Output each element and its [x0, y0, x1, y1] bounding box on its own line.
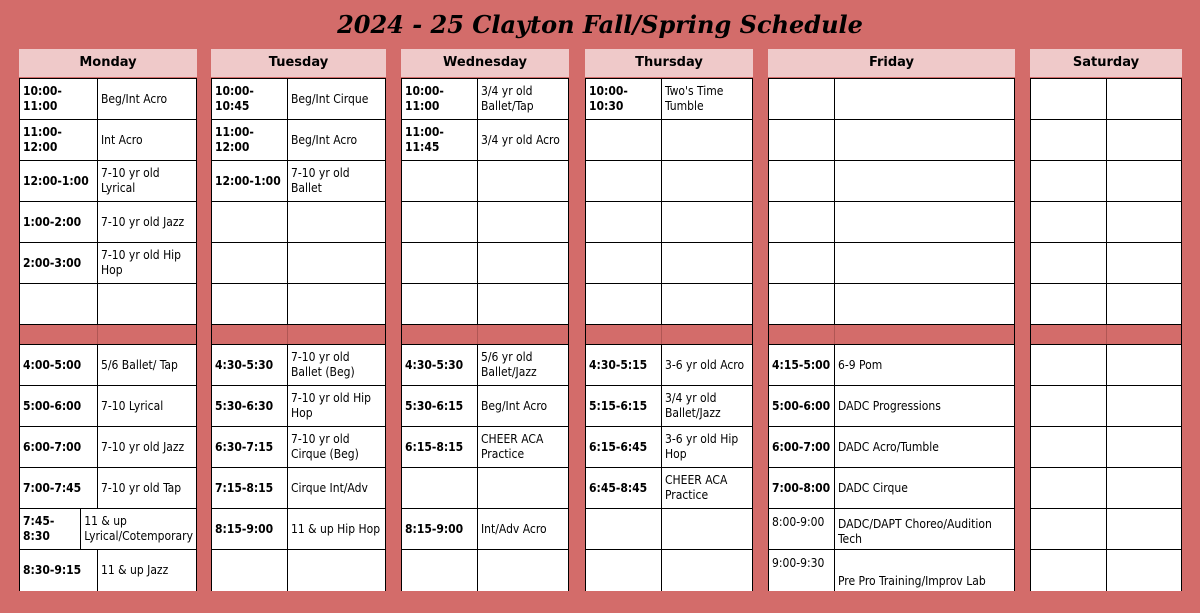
- time-cell: 10:00-10:30: [586, 79, 662, 119]
- table-row: [402, 284, 568, 325]
- time-cell: 4:30-5:15: [586, 345, 662, 385]
- time-cell: [769, 161, 835, 201]
- table-row: [20, 202, 196, 243]
- lunch-break-divider: [769, 325, 1014, 345]
- table-row: [212, 79, 385, 120]
- time-cell: [1031, 79, 1107, 119]
- table-row: [769, 284, 1014, 325]
- class-cell: 7-10 yr old Ballet (Beg): [291, 350, 355, 379]
- time-cell: 9:00-9:30: [769, 550, 835, 591]
- table-row: [212, 345, 385, 386]
- time-cell: [1031, 427, 1107, 467]
- class-cell: 7-10 yr old Hip Hop: [291, 391, 372, 420]
- time-cell: [1031, 120, 1107, 160]
- table-row: [586, 468, 752, 509]
- time-cell: [212, 550, 288, 591]
- time-cell: [769, 284, 835, 324]
- time-cell: 10:00-11:00: [402, 79, 478, 119]
- class-cell: 7-10 yr old Hip Hop: [101, 248, 182, 277]
- time-cell: 10:00-11:00: [20, 79, 98, 119]
- class-cell: 3-6 yr old Acro: [665, 357, 745, 372]
- class-cell: [478, 243, 568, 283]
- table-row: [212, 202, 385, 243]
- time-cell: [1031, 345, 1107, 385]
- table-row: [20, 120, 196, 161]
- time-cell: 5:00-6:00: [20, 386, 98, 426]
- time-cell: [402, 243, 478, 283]
- time-cell: [1031, 509, 1107, 549]
- time-cell: 6:15-8:15: [402, 427, 478, 467]
- class-cell: Int Acro: [101, 132, 143, 147]
- class-cell: Beg/Int Acro: [291, 132, 358, 147]
- time-cell: [212, 284, 288, 324]
- class-cell: [662, 202, 752, 242]
- class-cell: [1107, 79, 1181, 119]
- divider-cell: [586, 325, 662, 344]
- divider-cell: [1107, 325, 1181, 344]
- time-cell: [1031, 550, 1107, 591]
- class-cell: 3/4 yr old Ballet/Tap: [481, 84, 534, 113]
- class-cell: CHEER ACA Practice: [481, 432, 544, 461]
- table-row: [1031, 79, 1181, 120]
- day-header-thursday: Thursday: [585, 49, 753, 78]
- table-row: [769, 120, 1014, 161]
- table-row: [769, 161, 1014, 202]
- time-cell: 7:00-8:00: [769, 468, 835, 508]
- time-cell: [402, 161, 478, 201]
- table-row: [212, 161, 385, 202]
- table-row: [1031, 345, 1181, 386]
- class-cell: [835, 243, 1014, 283]
- table-row: [402, 161, 568, 202]
- table-row: [20, 161, 196, 202]
- table-row: [402, 550, 568, 591]
- table-row: [586, 284, 752, 325]
- class-cell: Two's Time Tumble: [665, 84, 724, 113]
- class-cell: [1107, 509, 1181, 549]
- time-cell: [769, 120, 835, 160]
- time-cell: [1031, 386, 1107, 426]
- class-cell: [835, 120, 1014, 160]
- table-row: [586, 202, 752, 243]
- table-row: [212, 284, 385, 325]
- time-cell: [20, 284, 98, 324]
- table-row: [769, 202, 1014, 243]
- time-cell: 7:45-8:30: [20, 509, 81, 549]
- table-row: [586, 161, 752, 202]
- time-cell: [402, 202, 478, 242]
- time-cell: 5:30-6:15: [402, 386, 478, 426]
- class-cell: 6-9 Pom: [838, 357, 883, 372]
- schedule-grid: [1030, 78, 1182, 591]
- table-row: [402, 468, 568, 509]
- table-row: [1031, 202, 1181, 243]
- class-cell: 11 & up Hip Hop: [291, 521, 381, 536]
- time-cell: [402, 550, 478, 591]
- time-cell: 12:00-1:00: [212, 161, 288, 201]
- class-cell: 7-10 yr old Jazz: [101, 214, 185, 229]
- class-cell: Int/Adv Acro: [481, 521, 547, 536]
- time-cell: 6:00-7:00: [769, 427, 835, 467]
- class-cell: [1107, 284, 1181, 324]
- schedule-grid: [768, 78, 1015, 591]
- table-row: [20, 79, 196, 120]
- table-row: [1031, 468, 1181, 509]
- time-cell: 6:00-7:00: [20, 427, 98, 467]
- table-row: [212, 243, 385, 284]
- table-row: [769, 386, 1014, 427]
- lunch-break-divider: [20, 325, 196, 345]
- class-cell: DADC Cirque: [838, 480, 908, 495]
- day-column-wednesday: [401, 49, 569, 591]
- day-column-monday: [19, 49, 197, 591]
- table-row: [769, 427, 1014, 468]
- class-cell: [662, 120, 752, 160]
- day-column-friday: [768, 49, 1015, 591]
- time-cell: [1031, 468, 1107, 508]
- divider-cell: [212, 325, 288, 344]
- class-cell: DADC Progressions: [838, 398, 941, 413]
- day-column-thursday: [585, 49, 753, 591]
- time-cell: 4:30-5:30: [212, 345, 288, 385]
- table-row: [20, 243, 196, 284]
- table-row: [20, 427, 196, 468]
- divider-cell: [835, 325, 1014, 344]
- class-cell: [478, 161, 568, 201]
- time-cell: 5:00-6:00: [769, 386, 835, 426]
- table-row: [402, 243, 568, 284]
- class-cell: [478, 202, 568, 242]
- time-cell: [1031, 202, 1107, 242]
- class-cell: [1107, 386, 1181, 426]
- class-cell: DADC Acro/Tumble: [838, 439, 939, 454]
- table-row: [402, 202, 568, 243]
- class-cell: [1107, 120, 1181, 160]
- day-column-saturday: [1030, 49, 1182, 591]
- time-cell: [769, 243, 835, 283]
- table-row: [586, 427, 752, 468]
- time-cell: [402, 468, 478, 508]
- time-cell: 7:00-7:45: [20, 468, 98, 508]
- class-cell: [662, 509, 752, 549]
- time-cell: [586, 120, 662, 160]
- class-cell: [478, 284, 568, 324]
- schedule-grid: [19, 78, 197, 591]
- time-cell: 8:15-9:00: [402, 509, 478, 549]
- time-cell: [1031, 161, 1107, 201]
- table-row: [769, 243, 1014, 284]
- time-cell: 11:00-11:45: [402, 120, 478, 160]
- class-cell: 7-10 yr old Jazz: [101, 439, 185, 454]
- time-cell: [769, 79, 835, 119]
- lunch-break-divider: [586, 325, 752, 345]
- time-cell: 8:15-9:00: [212, 509, 288, 549]
- table-row: [1031, 509, 1181, 550]
- time-cell: 8:30-9:15: [20, 550, 98, 591]
- class-cell: [288, 550, 385, 591]
- time-cell: 11:00-12:00: [20, 120, 98, 160]
- time-cell: 4:15-5:00: [769, 345, 835, 385]
- time-cell: [769, 202, 835, 242]
- class-cell: Beg/Int Acro: [481, 398, 548, 413]
- table-row: [586, 386, 752, 427]
- table-row: [586, 79, 752, 120]
- day-header-saturday: Saturday: [1030, 49, 1182, 78]
- time-cell: [586, 509, 662, 549]
- class-cell: DADC/DAPT Choreo/Audition Tech: [838, 517, 992, 546]
- day-column-tuesday: [211, 49, 386, 591]
- table-row: [586, 120, 752, 161]
- table-row: [20, 550, 196, 591]
- table-row: [586, 509, 752, 550]
- class-cell: [1107, 243, 1181, 283]
- time-cell: 7:15-8:15: [212, 468, 288, 508]
- time-cell: 12:00-1:00: [20, 161, 98, 201]
- class-cell: [478, 550, 568, 591]
- class-cell: [1107, 468, 1181, 508]
- class-cell: 7-10 Lyrical: [101, 398, 164, 413]
- table-row: [212, 427, 385, 468]
- table-row: [402, 345, 568, 386]
- table-row: [20, 509, 196, 550]
- class-cell: Cirque Int/Adv: [291, 480, 368, 495]
- table-row: [769, 345, 1014, 386]
- class-cell: 11 & up Lyrical/Cotemporary: [84, 514, 193, 543]
- table-row: [1031, 284, 1181, 325]
- lunch-break-divider: [402, 325, 568, 345]
- time-cell: [586, 284, 662, 324]
- class-cell: [288, 202, 385, 242]
- class-cell: 7-10 yr old Ballet: [291, 166, 350, 195]
- time-cell: [212, 202, 288, 242]
- lunch-break-divider: [212, 325, 385, 345]
- divider-cell: [20, 325, 98, 344]
- divider-cell: [662, 325, 752, 344]
- divider-cell: [402, 325, 478, 344]
- divider-cell: [1031, 325, 1107, 344]
- table-row: [20, 386, 196, 427]
- schedule-grid: [211, 78, 386, 591]
- table-row: [212, 468, 385, 509]
- time-cell: 6:30-7:15: [212, 427, 288, 467]
- table-row: [20, 468, 196, 509]
- table-row: [1031, 120, 1181, 161]
- time-cell: 11:00-12:00: [212, 120, 288, 160]
- divider-cell: [769, 325, 835, 344]
- table-row: [1031, 243, 1181, 284]
- class-cell: [835, 161, 1014, 201]
- class-cell: [288, 243, 385, 283]
- day-header-tuesday: Tuesday: [211, 49, 386, 78]
- table-row: [1031, 161, 1181, 202]
- table-row: [212, 120, 385, 161]
- page-title: 2024 - 25 Clayton Fall/Spring Schedule: [337, 10, 863, 39]
- class-cell: [662, 550, 752, 591]
- time-cell: [586, 550, 662, 591]
- class-cell: [662, 284, 752, 324]
- time-cell: [586, 202, 662, 242]
- time-cell: [402, 284, 478, 324]
- time-cell: 6:45-8:45: [586, 468, 662, 508]
- table-row: [769, 550, 1014, 591]
- class-cell: [662, 243, 752, 283]
- day-header-wednesday: Wednesday: [401, 49, 569, 78]
- time-cell: 4:00-5:00: [20, 345, 98, 385]
- table-row: [586, 243, 752, 284]
- class-cell: [1107, 345, 1181, 385]
- schedule-grid: [401, 78, 569, 591]
- table-row: [769, 468, 1014, 509]
- class-cell: [1107, 202, 1181, 242]
- class-cell: [835, 202, 1014, 242]
- table-row: [586, 345, 752, 386]
- table-row: [212, 550, 385, 591]
- class-cell: [98, 284, 196, 324]
- time-cell: [586, 243, 662, 283]
- class-cell: [1107, 550, 1181, 591]
- time-cell: [1031, 243, 1107, 283]
- time-cell: 2:00-3:00: [20, 243, 98, 283]
- table-row: [586, 550, 752, 591]
- class-cell: Beg/Int Acro: [101, 91, 168, 106]
- table-row: [402, 386, 568, 427]
- divider-cell: [288, 325, 385, 344]
- divider-cell: [478, 325, 568, 344]
- table-row: [212, 386, 385, 427]
- class-cell: 5/6 yr old Ballet/Jazz: [481, 350, 537, 379]
- table-row: [20, 345, 196, 386]
- schedule-grid: [585, 78, 753, 591]
- class-cell: 3-6 yr old Hip Hop: [665, 432, 739, 461]
- table-row: [402, 120, 568, 161]
- class-cell: 11 & up Jazz: [101, 563, 169, 577]
- class-cell: [662, 161, 752, 201]
- time-cell: [212, 243, 288, 283]
- time-cell: 10:00-10:45: [212, 79, 288, 119]
- day-header-friday: Friday: [768, 49, 1015, 78]
- table-row: [1031, 386, 1181, 427]
- class-cell: Pre Pro Training/Improv Lab: [838, 574, 986, 588]
- table-row: [212, 509, 385, 550]
- class-cell: Beg/Int Cirque: [291, 91, 369, 106]
- class-cell: 3/4 yr old Ballet/Jazz: [665, 391, 721, 420]
- class-cell: [1107, 161, 1181, 201]
- time-cell: 1:00-2:00: [20, 202, 98, 242]
- class-cell: [835, 284, 1014, 324]
- class-cell: 7-10 yr old Tap: [101, 480, 182, 495]
- table-row: [402, 509, 568, 550]
- class-cell: 5/6 Ballet/ Tap: [101, 357, 178, 372]
- class-cell: CHEER ACA Practice: [665, 473, 728, 502]
- time-cell: 5:30-6:30: [212, 386, 288, 426]
- day-header-monday: Monday: [19, 49, 197, 78]
- time-cell: [586, 161, 662, 201]
- time-cell: 8:00-9:00: [769, 509, 835, 549]
- table-row: [769, 509, 1014, 550]
- lunch-break-divider: [1031, 325, 1181, 345]
- table-row: [402, 79, 568, 120]
- time-cell: [1031, 284, 1107, 324]
- class-cell: [835, 79, 1014, 119]
- class-cell: 7-10 yr old Lyrical: [101, 166, 160, 195]
- class-cell: [288, 284, 385, 324]
- table-row: [1031, 550, 1181, 591]
- time-cell: 6:15-6:45: [586, 427, 662, 467]
- class-cell: 3/4 yr old Acro: [481, 132, 560, 147]
- class-cell: 7-10 yr old Cirque (Beg): [291, 432, 359, 461]
- divider-cell: [98, 325, 196, 344]
- table-row: [769, 79, 1014, 120]
- time-cell: 5:15-6:15: [586, 386, 662, 426]
- table-row: [20, 284, 196, 325]
- class-cell: [1107, 427, 1181, 467]
- class-cell: [478, 468, 568, 508]
- table-row: [1031, 427, 1181, 468]
- table-row: [402, 427, 568, 468]
- time-cell: 4:30-5:30: [402, 345, 478, 385]
